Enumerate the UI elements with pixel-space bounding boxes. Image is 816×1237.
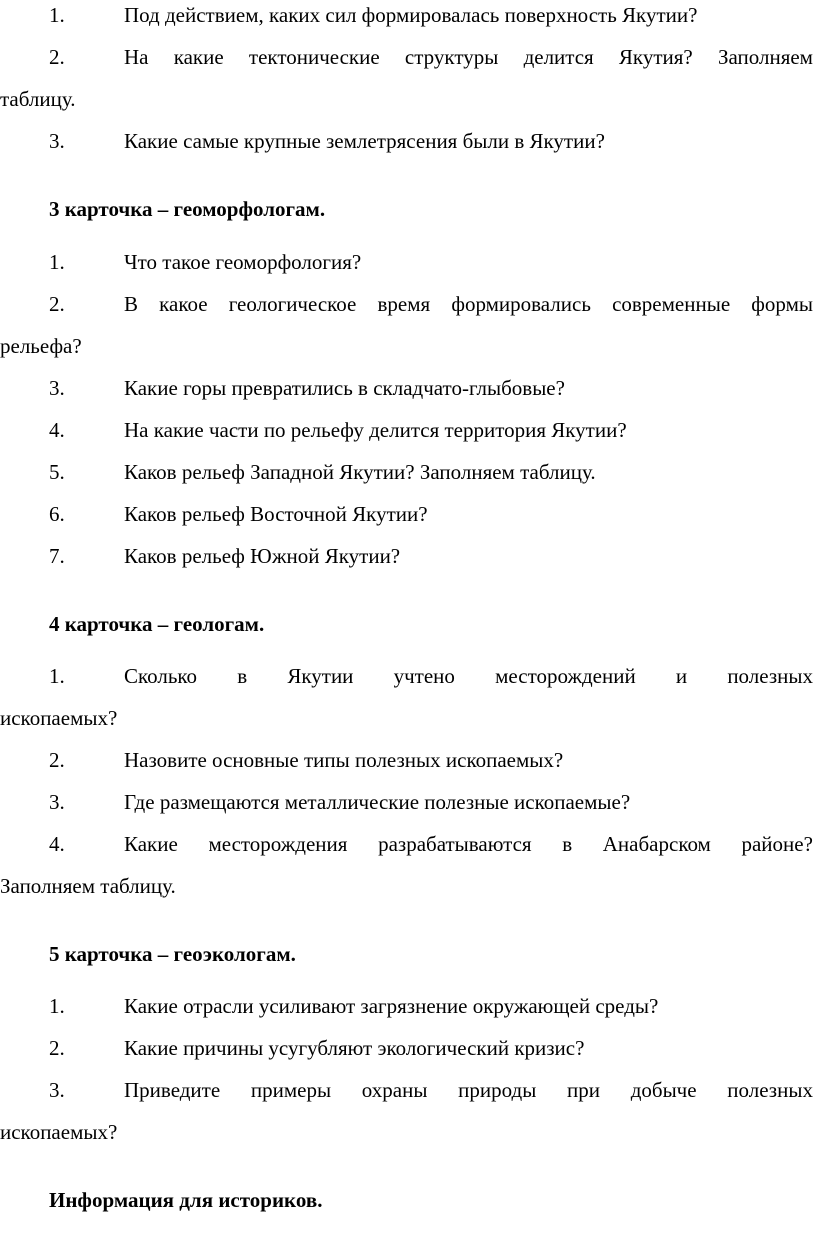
list-item [0,499,816,529]
item-text-continued: Заполняем таблицу. [0,874,176,898]
item-number: 1. [49,3,65,27]
list-item [0,373,816,403]
list-item [0,289,816,319]
word: Анабарском [602,832,711,856]
item-text: Какие отрасли усиливают загрязнение окружающей среды? [124,994,659,1018]
list-item [0,829,816,859]
word: формировались [451,292,591,316]
item-text: Под действием, каких сил формировалась поверхность Якутии? [124,3,698,27]
word: Какие [124,832,178,856]
section-heading [0,939,816,969]
list-item-continuation [0,703,816,733]
word: В [124,292,139,316]
item-text: Каков рельеф Восточной Якутии? [124,502,428,526]
item-text: Каков рельеф Южной Якутии? [124,544,401,568]
word: делится [523,45,594,69]
item-text: Что такое геоморфология? [124,250,362,274]
item-number: 6. [49,502,65,526]
item-text-continued: таблицу. [0,87,76,111]
list-item [0,1075,816,1105]
word: На [124,45,149,69]
item-number: 3. [49,790,65,814]
heading-text: 3 карточка – геоморфологам. [49,197,326,221]
item-text-justified [124,829,813,859]
word: и [675,664,688,688]
item-text-justified [124,289,813,319]
word: какое [159,292,208,316]
word: время [377,292,431,316]
word: в [237,664,248,688]
word: геологическое [228,292,357,316]
word: какие [173,45,224,69]
word: современные [612,292,731,316]
word: полезных [727,664,813,688]
item-text-justified [124,42,813,72]
section-heading [0,1185,816,1215]
item-number: 5. [49,460,65,484]
heading-text: 4 карточка – геологам. [49,612,265,636]
list-item [0,991,816,1021]
list-item [0,126,816,156]
item-number: 2. [49,292,65,316]
heading-text: Информация для историков. [49,1188,323,1212]
item-number: 3. [49,376,65,400]
item-text-continued: рельефа? [0,334,82,358]
item-text-continued: ископаемых? [0,706,118,730]
word: охраны [361,1078,428,1102]
item-text-continued: ископаемых? [0,1120,118,1144]
item-number: 4. [49,418,65,442]
list-item-continuation [0,84,816,114]
item-number: 3. [49,1078,65,1102]
list-item [0,415,816,445]
word: Заполняем [717,45,813,69]
list-item [0,247,816,277]
list-item-continuation [0,871,816,901]
list-item-continuation [0,1117,816,1147]
item-number: 7. [49,544,65,568]
word: полезных [727,1078,813,1102]
list-item [0,1033,816,1063]
item-number: 1. [49,664,65,688]
word: Сколько [124,664,198,688]
word: при [567,1078,600,1102]
list-item [0,42,816,72]
word: тектонические [248,45,380,69]
item-number: 2. [49,45,65,69]
word: районе? [741,832,813,856]
item-number: 1. [49,994,65,1018]
word: разрабатываются [378,832,532,856]
section-heading [0,194,816,224]
item-text-justified [124,1075,813,1105]
word: Якутия? [618,45,693,69]
word: формы [751,292,813,316]
list-item [0,0,816,30]
item-number: 1. [49,250,65,274]
item-text: Каков рельеф Западной Якутии? Заполняем таблицу. [124,460,596,484]
item-text: Назовите основные типы полезных ископаемых? [124,748,564,772]
item-number: 2. [49,1036,65,1060]
list-item [0,787,816,817]
word: учтено [393,664,455,688]
item-text: Какие причины усугубляют экологический кризис? [124,1036,585,1060]
item-number: 2. [49,748,65,772]
section-heading [0,609,816,639]
list-item [0,541,816,571]
item-text: На какие части по рельефу делится территория Якутии? [124,418,627,442]
word: в [562,832,573,856]
word: природы [458,1078,537,1102]
item-text: Какие горы превратились в складчато-глыбовые? [124,376,565,400]
heading-text: 5 карточка – геоэкологам. [49,942,296,966]
item-number: 4. [49,832,65,856]
item-number: 3. [49,129,65,153]
item-text: Где размещаются металлические полезные ископаемые? [124,790,631,814]
word: Приведите [124,1078,221,1102]
word: месторождений [495,664,636,688]
word: добыче [630,1078,697,1102]
list-item [0,745,816,775]
list-item [0,661,816,691]
word: структуры [404,45,499,69]
word: Якутии [287,664,354,688]
list-item-continuation [0,331,816,361]
item-text: Какие самые крупные землетрясения были в Якутии? [124,129,605,153]
word: примеры [250,1078,332,1102]
list-item [0,457,816,487]
item-text-justified [124,661,813,691]
word: месторождения [208,832,348,856]
